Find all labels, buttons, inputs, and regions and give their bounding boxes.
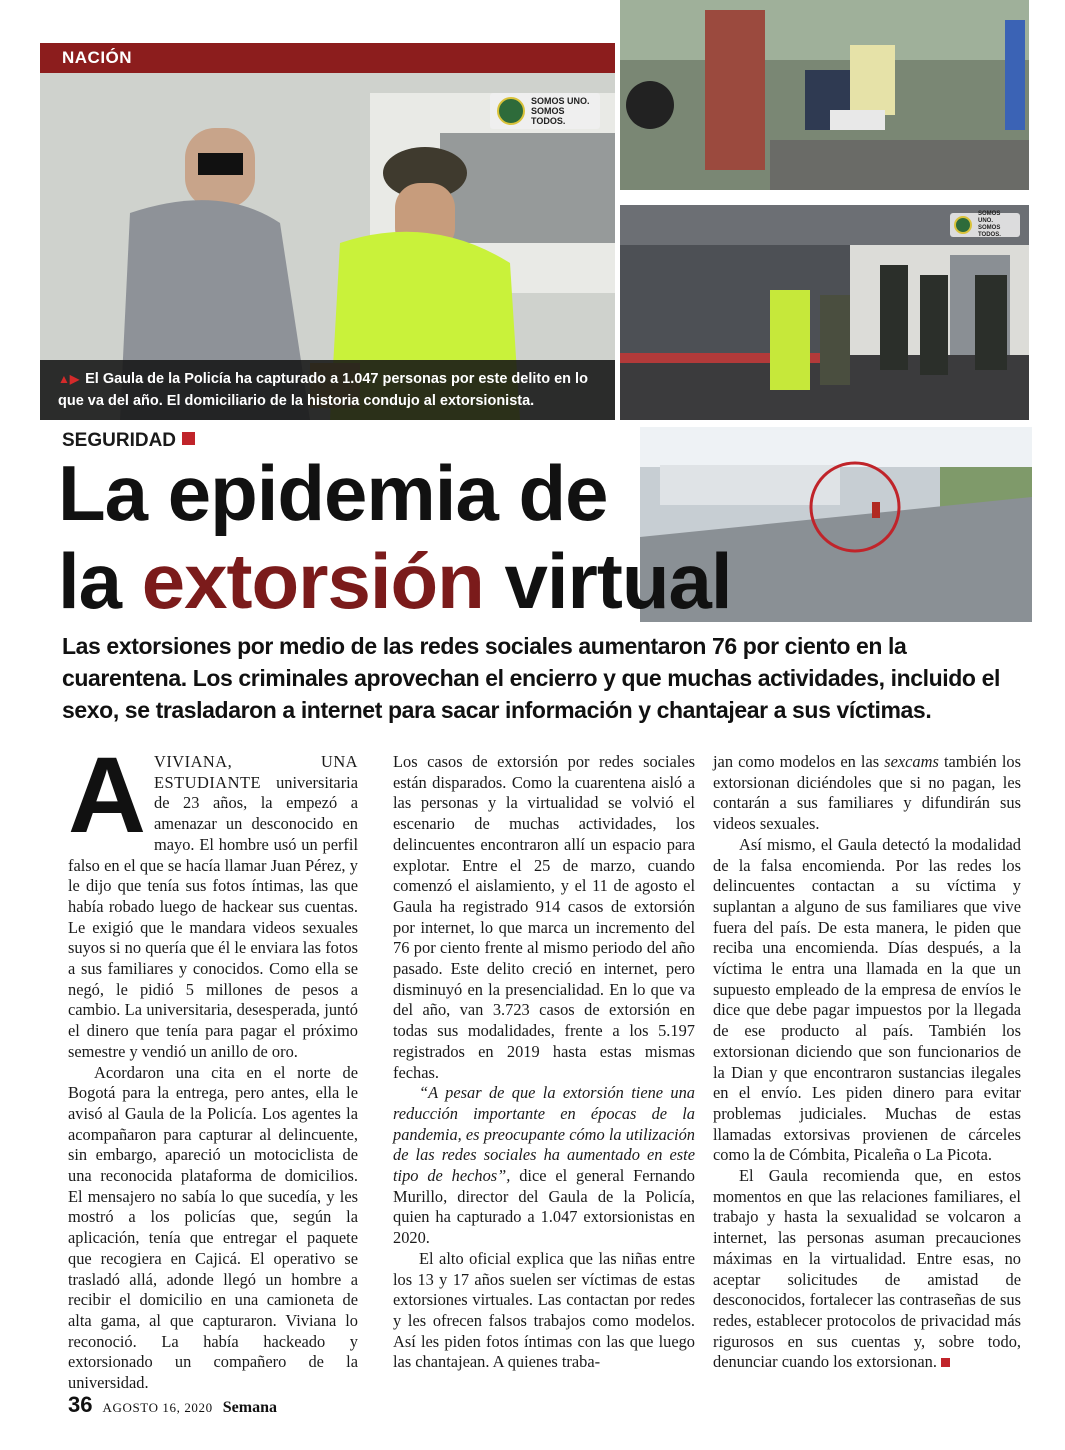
col1-paragraph-2: Acordaron una cita en el norte de Bogotá para la entrega, pero antes, ella le avisó al Gaula de la Policía. Los agentes la acompañaron para capturar al delincuente, sin embargo, apareció un motociclista de una reconocida plataforma de domicilios. El mensajero no sabía lo que sucedía, y les mostró a los policías que, según la aplicación, tenía que entregar el paquete que recogiera en Cajicá. El operativo se trasladó allá, adonde llegó un hombre a recibir el domicilio en una camioneta de alta gama, al que capturaron. Viviana lo reconoció. La había hackeado y extorsionado un compañero de la universidad. — [68, 1062, 358, 1393]
headline-line-2 — [58, 537, 732, 625]
page-number: 36 — [68, 1392, 93, 1417]
photo-caption-text: El Gaula de la Policía ha capturado a 1.047 personas por este delito en lo que va del año. El domiciliario de la historia condujo al extorsionista. — [58, 371, 588, 409]
col2-paragraph-1: Los casos de extorsión por redes sociales están disparados. Como la cuarentena aisló a las personas y la virtualidad se volvió el escenario de muchas actividades, los delincuentes encontraron allí un espacio para explotar. Entre el 25 de marzo, cuando comenzó el aislamiento, y el 11 de agosto el Gaula ha registrado 914 casos de extorsión por internet, lo que marca un incremento del 76 por ciento frente al mismo periodo del año pasado. Este delito creció en internet, pero disminuyó en la presencialidad. En lo que va del año, van 3.723 casos de extorsión en todas sus modalidades, frente a los 5.197 registrados en 2019 hasta estas mismas fechas. — [393, 752, 695, 1082]
street-arrest-illustration — [620, 0, 1029, 190]
col3-paragraph-1 — [713, 752, 1021, 835]
headline-line-1: La epidemia de — [58, 449, 608, 537]
kicker-text: SEGURIDAD — [62, 430, 177, 451]
night-operation-photo — [620, 205, 1029, 420]
section-label: NACIÓN — [62, 48, 133, 67]
headline-prefix: la — [58, 537, 142, 625]
headline-suffix: virtual — [483, 537, 732, 625]
magazine-name: Semana — [222, 1399, 277, 1416]
body-column-2 — [393, 752, 695, 1373]
col3-p1-post: también los extorsionan diciéndoles que si no pagan, les contarán a sus familiares y difundirán sus videos sexuales. — [713, 752, 1021, 834]
police-logo-text: SOMOS UNO. SOMOS TODOS. — [531, 96, 590, 126]
col3-paragraph-2: Así mismo, el Gaula detectó la modalidad de la falsa encomienda. Por las redes los delincuentes contactan a su víctima y suplantan a alguno de sus familiares que vive fuera del país. De esta manera, le piden que reciba una encomienda. Días después, a la víctima le entra una llamada en la que un supuesto empleado de la empresa de envíos le dice que debe pagar impuestos por la llegada de ese producto al país. También los extorsionan diciendo que son funcionarios de la Dian y que encontraron sustancias ilegales en el envío. Les piden dinero para evitar problemas judiciales. Muchas de estas llamadas extorsivas provienen de cárceles como la de Cómbita, Picaleña o La Picota. — [713, 834, 1021, 1165]
caption-arrow-icon: ▲▶ — [58, 372, 80, 386]
body-column-3 — [713, 752, 1021, 1373]
police-logo-badge — [490, 93, 600, 129]
night-operation-illustration — [620, 205, 1029, 420]
lead-caps: VIVIANA, UNA ESTUDIANTE — [154, 752, 358, 792]
kicker-square-icon — [182, 432, 195, 445]
col3-p3-text: El Gaula recomienda que, en estos momentos en que las relaciones familiares, el trabajo y hasta la sexualidad se volcaron a internet, las personas asuman precauciones máximas en la virtualidad. Entre esas, no aceptar solicitudes de amistad de desconocidos, fortalecer las contraseñas de sus redes, establecer protocolos de privacidad más rigurosos en sus cuentas y, sobre todo, denunciar cuando los extorsionan. — [713, 1166, 1021, 1372]
col3-p1-pre: jan como modelos en las — [713, 752, 885, 771]
police-logo-badge-small — [950, 213, 1020, 237]
col2-p2-text: dice el general Fernando Murillo, director del Gaula de la Policía, quien ha capturado a 1.047 extorsionistas en 2020. — [393, 1166, 695, 1248]
drop-cap: A — [68, 734, 146, 855]
headline-accent-word: extorsión — [141, 537, 484, 625]
col2-quote: “A pesar de que la extorsión tiene una reducción importante en épocas de la pandemia, es preocupante cómo la utilización de las redes sociales ha aumentado en este tipo de hechos”, — [393, 1083, 695, 1186]
end-mark-icon — [941, 1358, 950, 1367]
street-arrest-photo — [620, 0, 1029, 190]
col2-paragraph-3: El alto oficial explica que las niñas entre los 13 y 17 años suelen ser víctimas de estas extorsiones virtuales. Las contactan por redes y les ofrecen falsos trabajos como modelos. Así les piden fotos íntimas con las que luego las chantajean. A quienes traba- — [393, 1248, 695, 1372]
col1-p1-text: universitaria de 23 años, la empezó a amenazar un desconocido en mayo. El hombre usó un perfil falso en el que se hacía llamar Juan Pérez, y le dijo que tenía sus fotos íntimas, las que había robado luego de hackear sus cuentas. Le exigió que le mandara videos sexuales suyos si no quería que él le enviara las fotos a sus familiares y conocidos. Como ella se negó, le pidió 5 millones de pesos a cambio. La universitaria, desesperada, juntó el dinero que tenía para pagar el próximo semestre y vendió un anillo de oro. — [68, 772, 358, 1061]
article-deck: Las extorsiones por medio de las redes sociales aumentaron 76 por ciento en la cuarentena. Los criminales aprovechan el encierro y que muchas actividades, incluido el sexo, se trasladaron a internet para sacar información y chantajear a sus víctimas. — [62, 633, 1000, 723]
col2-paragraph-2 — [393, 1083, 695, 1249]
page-footer — [68, 1392, 277, 1418]
col3-p1-em: sexcams — [884, 752, 939, 771]
body-column-1 — [68, 734, 358, 1394]
col1-paragraph-1 — [68, 734, 358, 1063]
police-logo-text-small: SOMOS UNO. SOMOS TODOS. — [978, 211, 1001, 238]
police-seal-icon — [497, 97, 525, 125]
issue-date: AGOSTO 16, 2020 — [102, 1400, 213, 1415]
police-seal-icon-small — [954, 216, 972, 234]
photo-caption — [58, 368, 603, 412]
col3-paragraph-3 — [713, 1166, 1021, 1373]
